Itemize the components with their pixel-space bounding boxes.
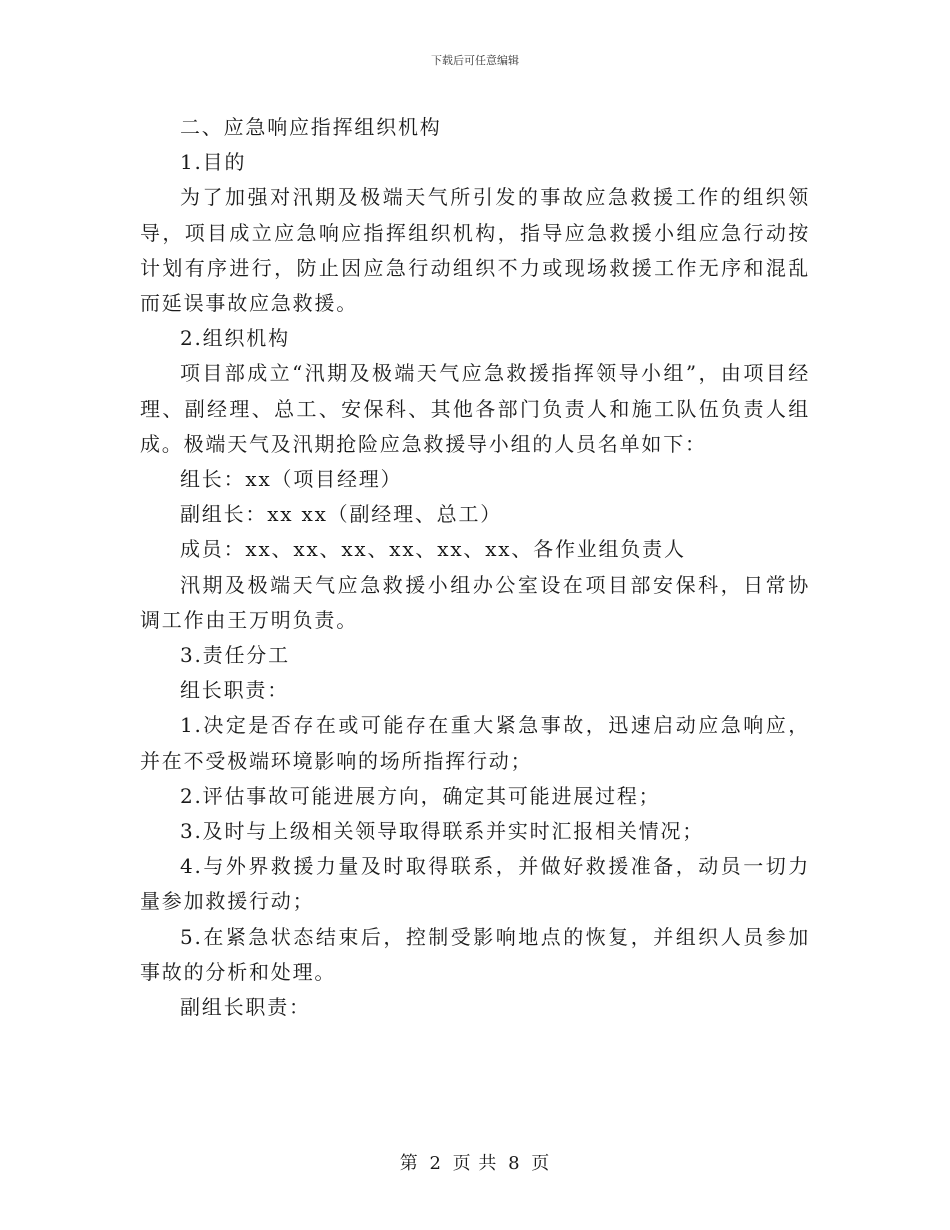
role-heading: 副组长职责： [180,995,311,1020]
role-heading: 组长职责： [180,678,289,703]
total-pages-number: 8 [508,1153,521,1174]
footer-prefix: 第 [399,1153,419,1174]
paragraph: 项目部成立“汛期及极端天气应急救援指挥领导小组”，由项目经理、副经理、总工、安保科、其他各部门负责人和施工队伍负责人组成。极端天气及汛期抢险应急救援导小组的人员名单如下： [140,361,810,456]
subheading-responsibilities: 3.责任分工 [180,643,290,668]
list-item: 5.在紧急状态结束后，控制受影响地点的恢复，并组织人员参加事故的分析和处理。 [140,924,810,984]
subheading-purpose: 1.目的 [180,150,247,175]
paragraph: 为了加强对汛期及极端天气所引发的事故应急救援工作的组织领导，项目成立应急响应指挥组织机构，指导应急救援小组应急行动按计划有序进行，防止因应急行动组织不力或现场救援工作无序和混乱而延误事故应急救援。 [140,185,810,316]
list-item: 1.决定是否存在或可能存在重大紧急事故，迅速启动应急响应，并在不受极端环境影响的场所指挥行动； [140,713,810,773]
paragraph: 汛期及极端天气应急救援小组办公室设在项目部安保科，日常协调工作由王万明负责。 [140,572,810,632]
subheading-organization: 2.组织机构 [180,326,290,351]
list-item: 3.及时与上级相关领导取得联系并实时汇报相关情况； [180,819,705,844]
document-body [140,110,810,1025]
list-item: 2.评估事故可能进展方向，确定其可能进展过程； [180,783,661,808]
page-footer [0,1152,950,1176]
current-page-number: 2 [429,1153,442,1174]
section-heading: 二、应急响应指挥组织机构 [180,115,442,139]
list-item: 4.与外界救援力量及时取得联系，并做好救援准备，动员一切力量参加救援行动； [140,854,810,914]
footer-middle: 页 共 [452,1153,498,1174]
footer-suffix: 页 [531,1153,551,1174]
list-item: 成员：xx、xx、xx、xx、xx、xx、各作业组负责人 [180,537,686,562]
page-header-note: 下载后可任意编辑 [431,54,519,67]
list-item: 组长：xx（项目经理） [180,467,403,492]
list-item: 副组长：xx xx（副经理、总工） [180,502,503,527]
